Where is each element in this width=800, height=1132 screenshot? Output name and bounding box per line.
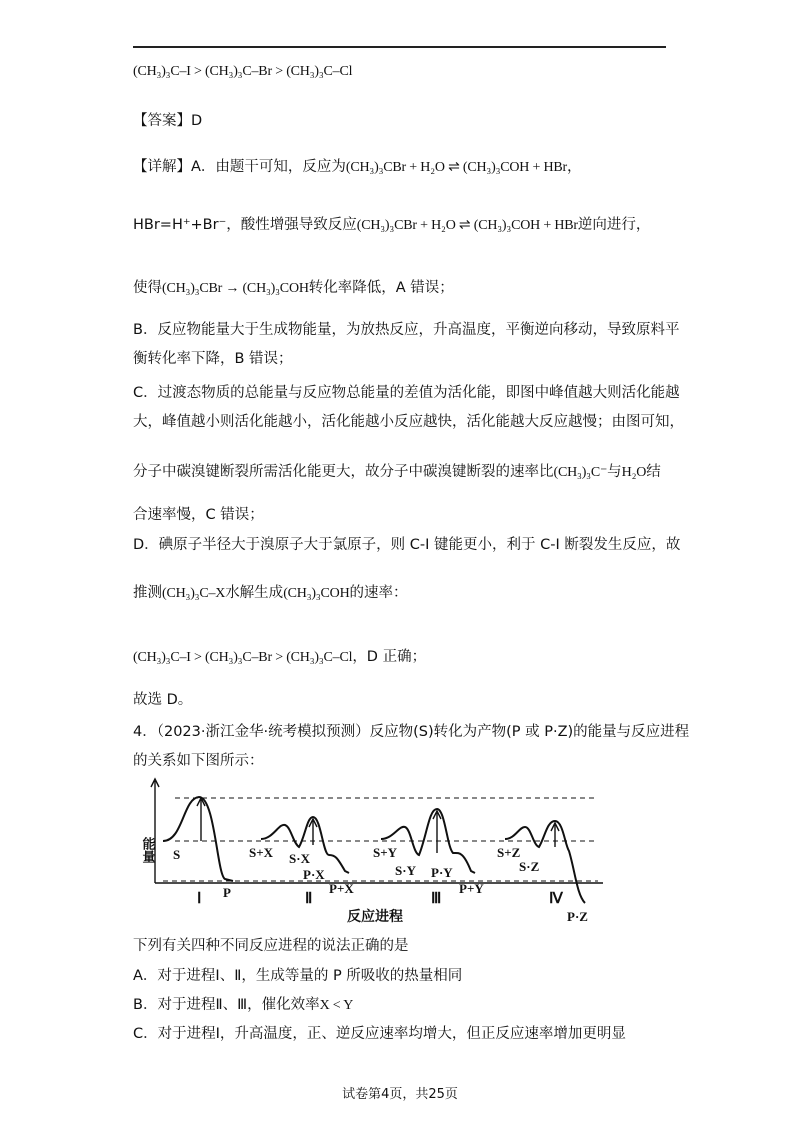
label-s-dot-z: S·Z <box>519 859 540 874</box>
option-b <box>133 995 353 1016</box>
detail-d-line3-tail: ，D 正确； <box>352 649 427 665</box>
detail-d-line2-text: 推测 <box>133 585 162 601</box>
stage-label-4: Ⅳ <box>549 891 563 907</box>
answer-line: 【答案】D <box>133 113 203 129</box>
detail-a-line3-text: 使得 <box>133 280 162 296</box>
detail-a-line1-text: 【详解】A．由题干可知，反应为 <box>133 159 346 175</box>
detail-c-line1: C．过渡态物质的总能量与反应物总能量的差值为活化能，即图中峰值越大则活化能越 <box>133 385 680 401</box>
label-s-plus-x: S+X <box>249 845 274 860</box>
detail-d-line2-mid: 水解生成 <box>225 585 284 601</box>
option-a: A．对于进程Ⅰ、Ⅱ，生成等量的 P 所吸收的热量相同 <box>133 968 463 984</box>
detail-d-line3 <box>133 647 426 668</box>
stage-label-1: Ⅰ <box>197 891 202 907</box>
detail-a-line1 <box>133 157 582 178</box>
stage-label-2: Ⅱ <box>305 891 313 907</box>
detail-c-line4: 合速率慢，C 错误； <box>133 507 264 523</box>
header-rule <box>133 46 666 48</box>
curve-process-1 <box>163 797 233 881</box>
detail-b-line1: B．反应物能量大于生成物能量，为放热反应，升高温度，平衡逆向移动，导致原料平 <box>133 322 680 338</box>
detail-c-line2: 大，峰值越小则活化能越小，活化能越小反应越快，活化能越大反应越慢；由图可知， <box>133 414 684 430</box>
label-p: P <box>223 885 231 900</box>
alcohol-formula: (CH₃)₃COH <box>283 586 350 601</box>
punctuation: ， <box>567 159 582 175</box>
detail-d-line2-tail: 的速率： <box>349 585 408 601</box>
haloalkane-formula: (CH₃)₃C–X <box>162 586 226 601</box>
detail-a-line3-tail: 转化率降低，A 错误； <box>308 280 454 296</box>
y-axis-label: 能量 <box>139 837 155 863</box>
detail-a-line2-tail: 逆向进行， <box>577 217 651 233</box>
detail-a-line3 <box>133 278 454 299</box>
energy-profile-figure <box>133 775 608 925</box>
label-s-dot-x: S·X <box>289 851 310 866</box>
detail-d-line2 <box>133 583 407 604</box>
water-formula: H₂O <box>621 465 647 480</box>
detail-c-line3 <box>133 462 661 483</box>
question-4-stem: 下列有关四种不同反应进程的说法正确的是 <box>133 938 409 954</box>
equilibrium-formula: (CH₃)₃CBr + H₂O ⇌ (CH₃)₃COH + HBr <box>356 218 578 233</box>
page-footer: 试卷第4页，共25页 <box>342 1087 458 1102</box>
question-4-line2: 的关系如下图所示： <box>133 753 264 769</box>
detail-c-line3-tail: 结 <box>646 464 661 480</box>
option-c: C．对于进程Ⅰ，升高温度，正、逆反应速率均增大，但正反应速率增加更明显 <box>133 1026 626 1042</box>
carbocation-formula: (CH₃)₃C⁻ <box>553 465 608 480</box>
previous-answer-formula: (CH₃)₃C–I > (CH₃)₃C–Br > (CH₃)₃C–Cl <box>133 64 353 79</box>
curve-process-4 <box>505 821 585 903</box>
label-s: S <box>173 847 181 862</box>
detail-c-line3-mid: 与 <box>607 464 622 480</box>
label-p-dot-x: P·X <box>303 867 325 882</box>
x-axis-label: 反应进程 <box>347 909 403 925</box>
option-b-text: B．对于进程Ⅱ、Ⅲ，催化效率 <box>133 997 320 1013</box>
question-4-line1: 4．（2023·浙江金华·统考模拟预测）反应物(S)转化为产物(P 或 P·Z)的能量与反应进程 <box>133 724 690 740</box>
rate-order-formula: (CH₃)₃C–I > (CH₃)₃C–Br > (CH₃)₃C–Cl <box>133 650 353 665</box>
label-p-dot-z: P·Z <box>567 909 588 924</box>
label-p-dot-y: P·Y <box>431 865 453 880</box>
equilibrium-formula: (CH₃)₃CBr + H₂O ⇌ (CH₃)₃COH + HBr <box>345 160 568 175</box>
label-s-dot-y: S·Y <box>395 863 416 878</box>
select-line: 故选 D。 <box>133 692 193 708</box>
detail-b-line2: 衡转化率下降，B 错误； <box>133 351 293 367</box>
detail-a-line2-text: HBr=H⁺+Br⁻，酸性增强导致反应 <box>133 217 357 233</box>
label-s-plus-y: S+Y <box>373 845 398 860</box>
detail-a-line2 <box>133 215 650 236</box>
label-p-plus-y: P+Y <box>459 881 484 896</box>
option-b-formula: X < Y <box>319 998 354 1013</box>
conversion-formula: (CH₃)₃CBr → (CH₃)₃COH <box>162 281 309 296</box>
label-s-plus-z: S+Z <box>497 845 521 860</box>
label-p-plus-x: P+X <box>329 881 354 896</box>
detail-c-line3-text: 分子中碳溴键断裂所需活化能更大，故分子中碳溴键断裂的速率比 <box>133 464 554 480</box>
detail-d-line1: D．碘原子半径大于溴原子大于氯原子，则 C-I 键能更小，利于 C-I 断裂发生反应，故 <box>133 537 681 553</box>
stage-label-3: Ⅲ <box>431 891 442 907</box>
